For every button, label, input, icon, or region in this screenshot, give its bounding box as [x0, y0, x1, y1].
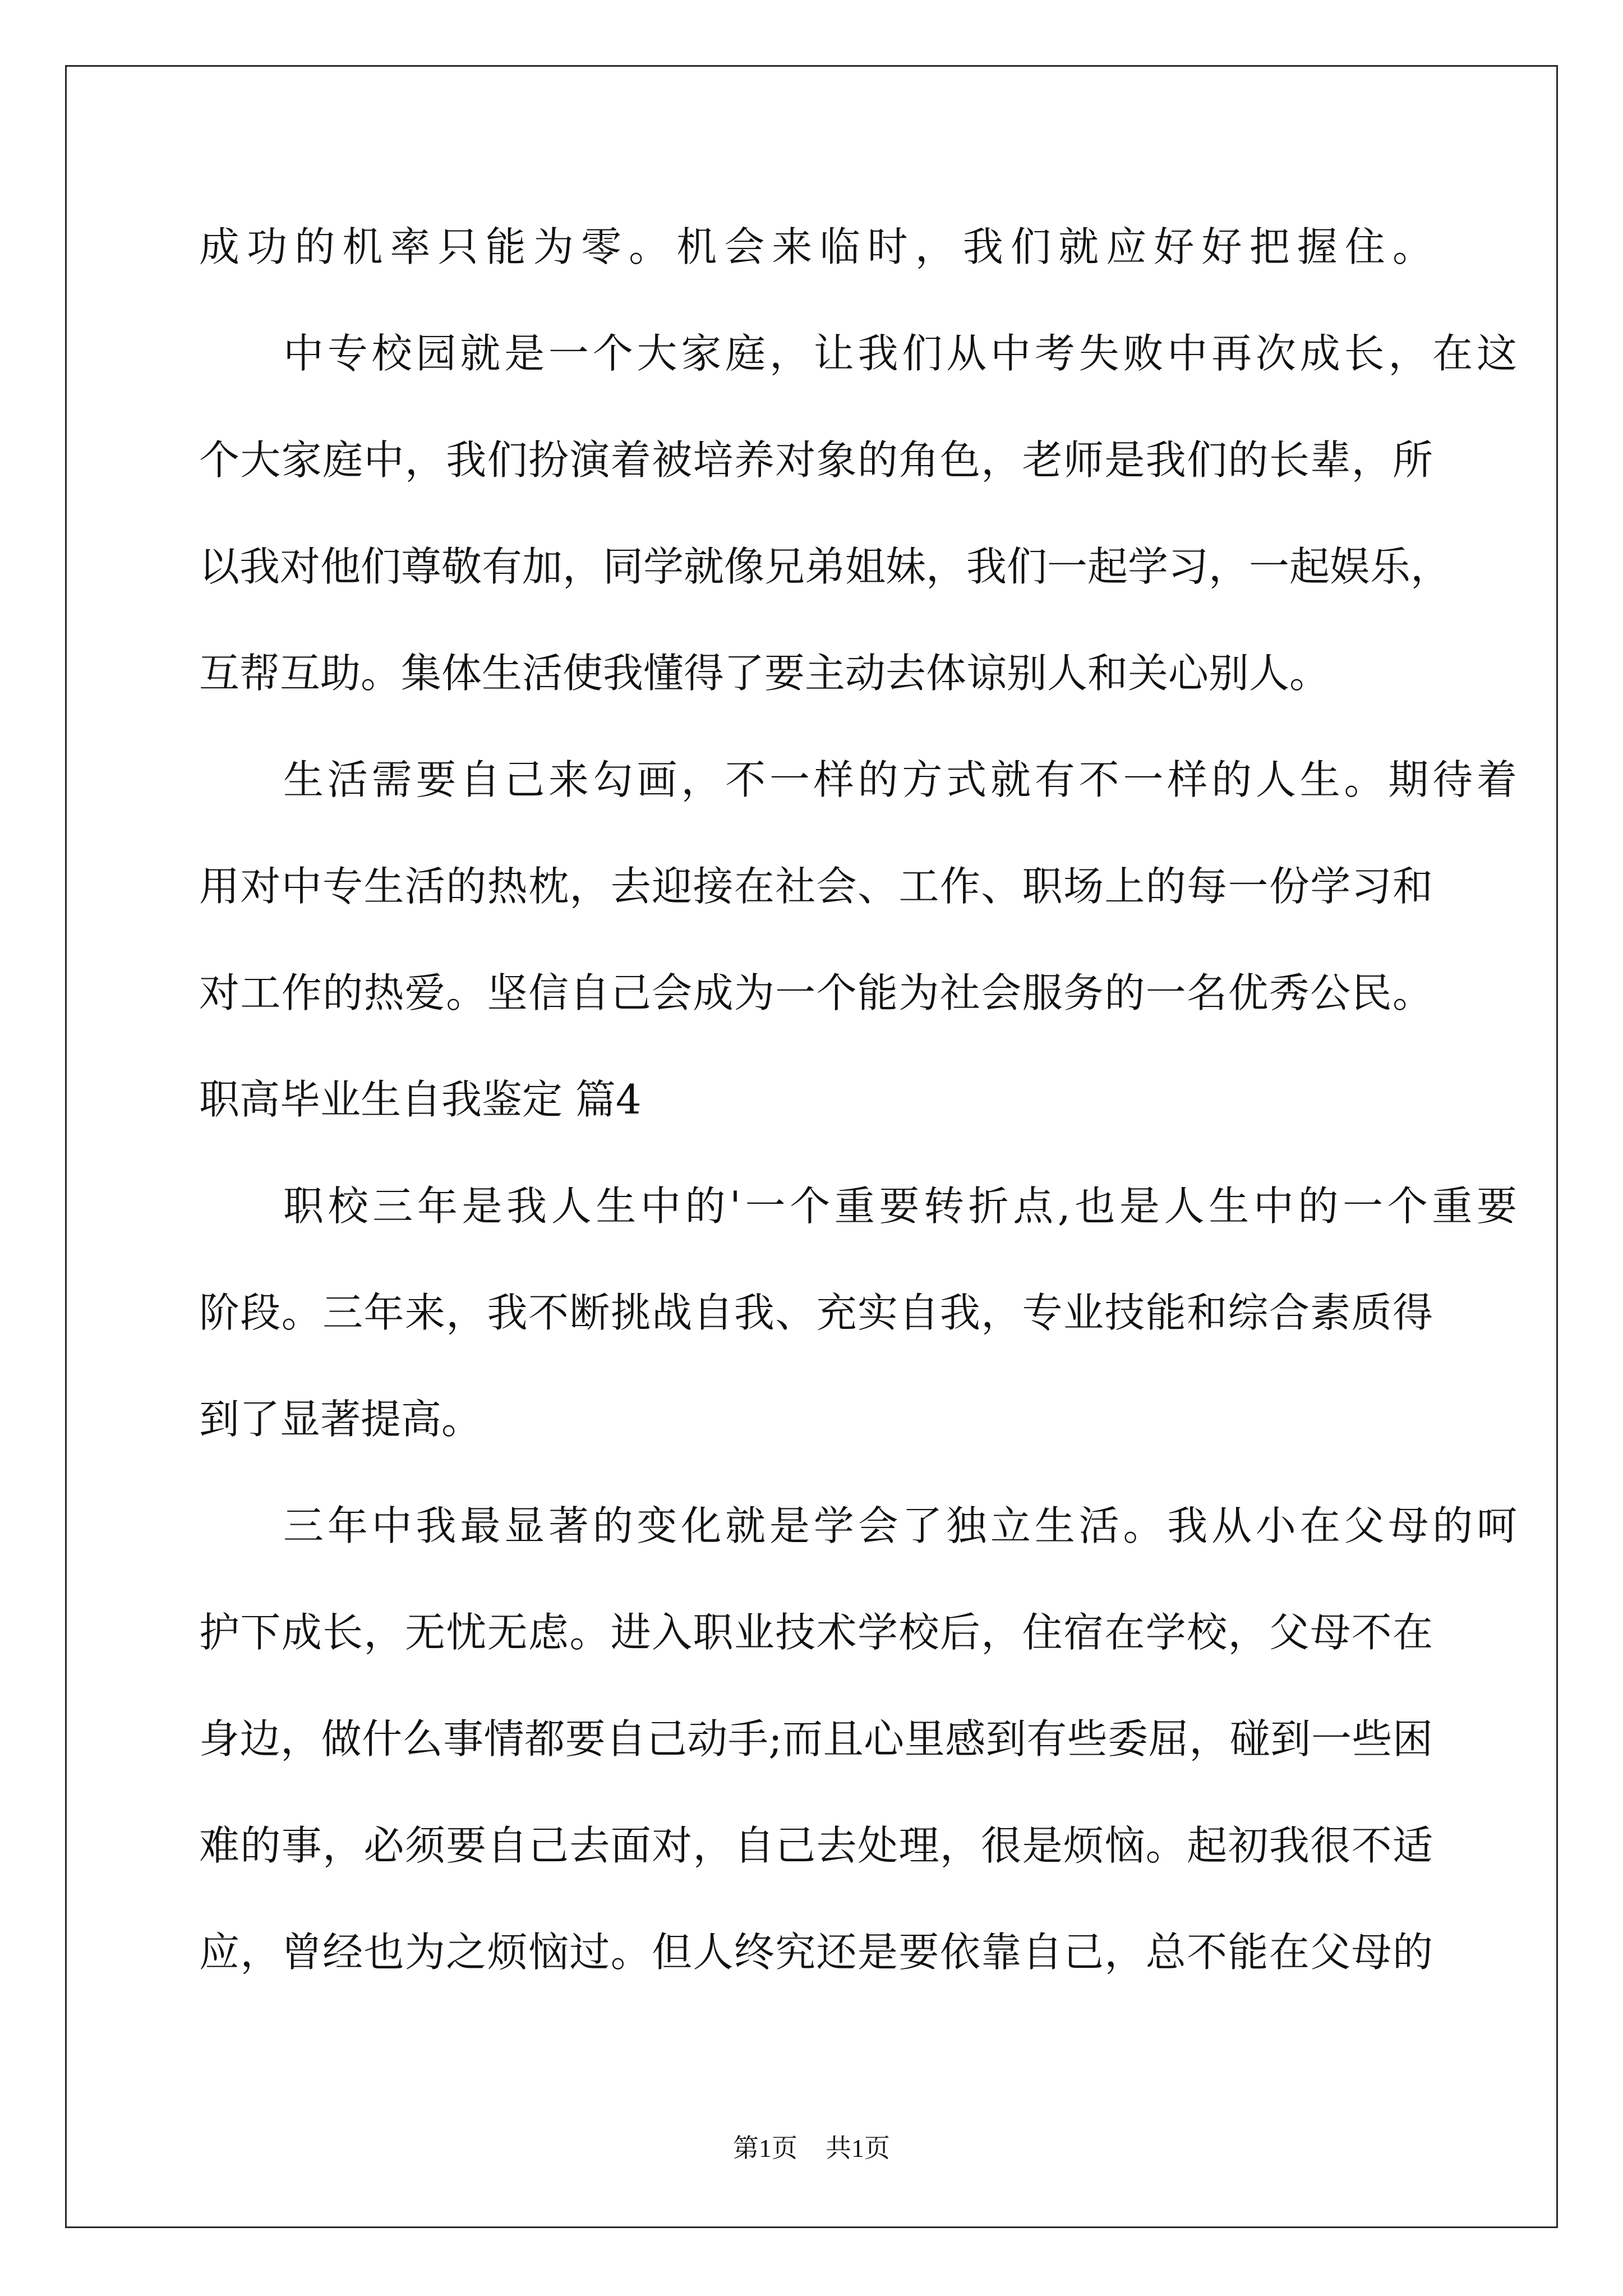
page-border — [65, 65, 1558, 2228]
paragraph-line: 对工作的热爱。坚信自己会成为一个能为社会服务的一名优秀公民。 — [199, 969, 1433, 1016]
paragraph-line: 成功的机率只能为零。机会来临时，我们就应好好把握住。 — [199, 223, 1433, 270]
paragraph-line: 以我对他们尊敬有加，同学就像兄弟姐妹，我们一起学习，一起娱乐， — [199, 543, 1451, 590]
paragraph-line: 护下成长，无忧无虑。进入职业技术学校后，住宿在学校，父母不在 — [199, 1609, 1433, 1656]
paragraph-line: 三年中我最显著的变化就是学会了独立生活。我从小在父母的呵 — [283, 1502, 1517, 1549]
section-heading: 职高毕业生自我鉴定 篇4 — [199, 1076, 642, 1123]
paragraph-line: 互帮互助。集体生活使我懂得了要主动去体谅别人和关心别人。 — [199, 650, 1330, 697]
paragraph-line: 用对中专生活的热枕，去迎接在社会、工作、职场上的每一份学习和 — [199, 863, 1433, 910]
paragraph-line: 阶段。三年来，我不断挑战自我、充实自我，专业技能和综合素质得 — [199, 1289, 1433, 1336]
paragraph-line: 难的事，必须要自己去面对，自己去处理，很是烦恼。起初我很不适 — [199, 1822, 1433, 1869]
paragraph-line: 身边，做什么事情都要自己动手;而且心里感到有些委屈，碰到一些困 — [199, 1715, 1433, 1763]
paragraph-line: 个大家庭中，我们扮演着被培养对象的角色，老师是我们的长辈，所 — [199, 436, 1433, 484]
page-total: 共1页 — [826, 2134, 890, 2162]
page-footer — [0, 2132, 1623, 2165]
paragraph-line: 职校三年是我人生中的'一个重要转折点,也是人生中的一个重要 — [283, 1182, 1517, 1230]
paragraph-line: 中专校园就是一个大家庭，让我们从中考失败中再次成长，在这 — [283, 330, 1517, 377]
paragraph-line: 生活需要自己来勾画，不一样的方式就有不一样的人生。期待着 — [283, 756, 1517, 803]
paragraph-line: 应，曾经也为之烦恼过。但人终究还是要依靠自己，总不能在父母的 — [199, 1929, 1433, 1976]
paragraph-line: 到了显著提高。 — [199, 1396, 482, 1443]
page-number: 第1页 — [733, 2134, 797, 2162]
